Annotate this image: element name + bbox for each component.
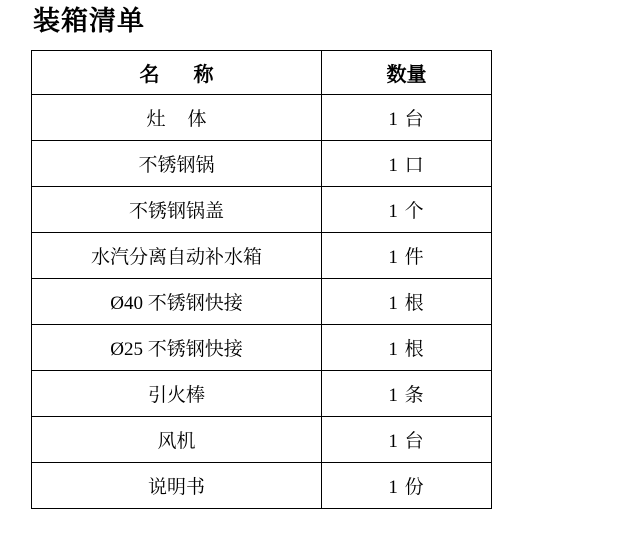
column-header-quantity: 数量: [322, 51, 492, 95]
cell-item-name: 引火棒: [32, 371, 322, 417]
table-header-row: [32, 51, 492, 95]
cell-item-name: 说明书: [32, 463, 322, 509]
column-header-name-char1: 名: [139, 64, 160, 86]
table-row: [32, 187, 492, 233]
table-row: [32, 417, 492, 463]
table-row: [32, 325, 492, 371]
cell-item-quantity: 1 台: [322, 95, 492, 141]
table-row: [32, 279, 492, 325]
cell-item-name: 不锈钢锅盖: [32, 187, 322, 233]
cell-item-quantity: 1 台: [322, 417, 492, 463]
cell-item-name: 不锈钢锅: [32, 141, 322, 187]
cell-item-name: Ø40 不锈钢快接: [32, 279, 322, 325]
item-name-char1: 灶: [146, 109, 166, 130]
table-row: [32, 463, 492, 509]
table-row: [32, 95, 492, 141]
item-name-char2: 体: [187, 109, 207, 130]
packing-list-table: [31, 50, 492, 509]
page-title: 装箱清单: [33, 6, 145, 36]
cell-item-quantity: 1 根: [322, 279, 492, 325]
table-row: [32, 371, 492, 417]
cell-item-name: Ø25 不锈钢快接: [32, 325, 322, 371]
cell-item-quantity: 1 口: [322, 141, 492, 187]
cell-item-name: [32, 95, 322, 141]
cell-item-quantity: 1 根: [322, 325, 492, 371]
cell-item-quantity: 1 条: [322, 371, 492, 417]
cell-item-name: 水汽分离自动补水箱: [32, 233, 322, 279]
column-header-name-char2: 称: [193, 64, 214, 86]
table-row: [32, 141, 492, 187]
cell-item-quantity: 1 份: [322, 463, 492, 509]
column-header-name: [32, 51, 322, 95]
cell-item-quantity: 1 件: [322, 233, 492, 279]
cell-item-quantity: 1 个: [322, 187, 492, 233]
cell-item-name: 风机: [32, 417, 322, 463]
table-row: [32, 233, 492, 279]
